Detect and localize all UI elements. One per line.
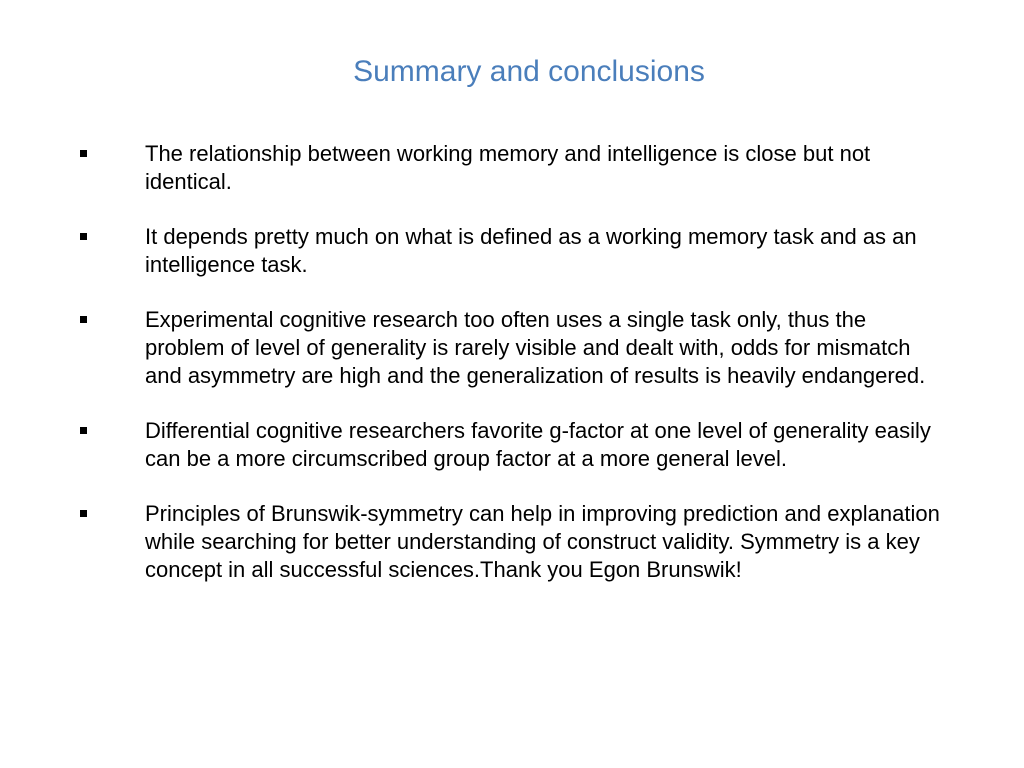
bullet-text: Experimental cognitive research too often uses a single task only, thus the problem of level of generality is rarely visible and dealt with, odds for mismatch and asymmetry are high and the generalization of results is heavily endangered. bbox=[145, 307, 926, 388]
square-bullet-icon bbox=[80, 316, 87, 323]
bullet-item bbox=[0, 223, 1024, 279]
square-bullet-icon bbox=[80, 427, 87, 434]
bullet-item bbox=[0, 306, 1024, 390]
bullet-item bbox=[0, 417, 1024, 473]
bullet-item bbox=[0, 140, 1024, 196]
bullet-text: Differential cognitive researchers favorite g-factor at one level of generality easily can be a more circumscribed group factor at a more general level. bbox=[145, 418, 931, 471]
bullet-text: Principles of Brunswik-symmetry can help in improving prediction and explanation while searching for better understanding of construct validity. Symmetry is a key concept in all successful sciences.Thank you Egon Brunswik! bbox=[145, 501, 940, 582]
bullet-text: The relationship between working memory and intelligence is close but not identical. bbox=[145, 141, 871, 194]
bullet-text: It depends pretty much on what is defined as a working memory task and as an intelligence task. bbox=[145, 224, 917, 277]
bullet-list bbox=[0, 140, 1024, 611]
square-bullet-icon bbox=[80, 150, 87, 157]
slide-title: Summary and conclusions bbox=[353, 55, 705, 88]
bullet-item bbox=[0, 500, 1024, 584]
square-bullet-icon bbox=[80, 510, 87, 517]
square-bullet-icon bbox=[80, 233, 87, 240]
